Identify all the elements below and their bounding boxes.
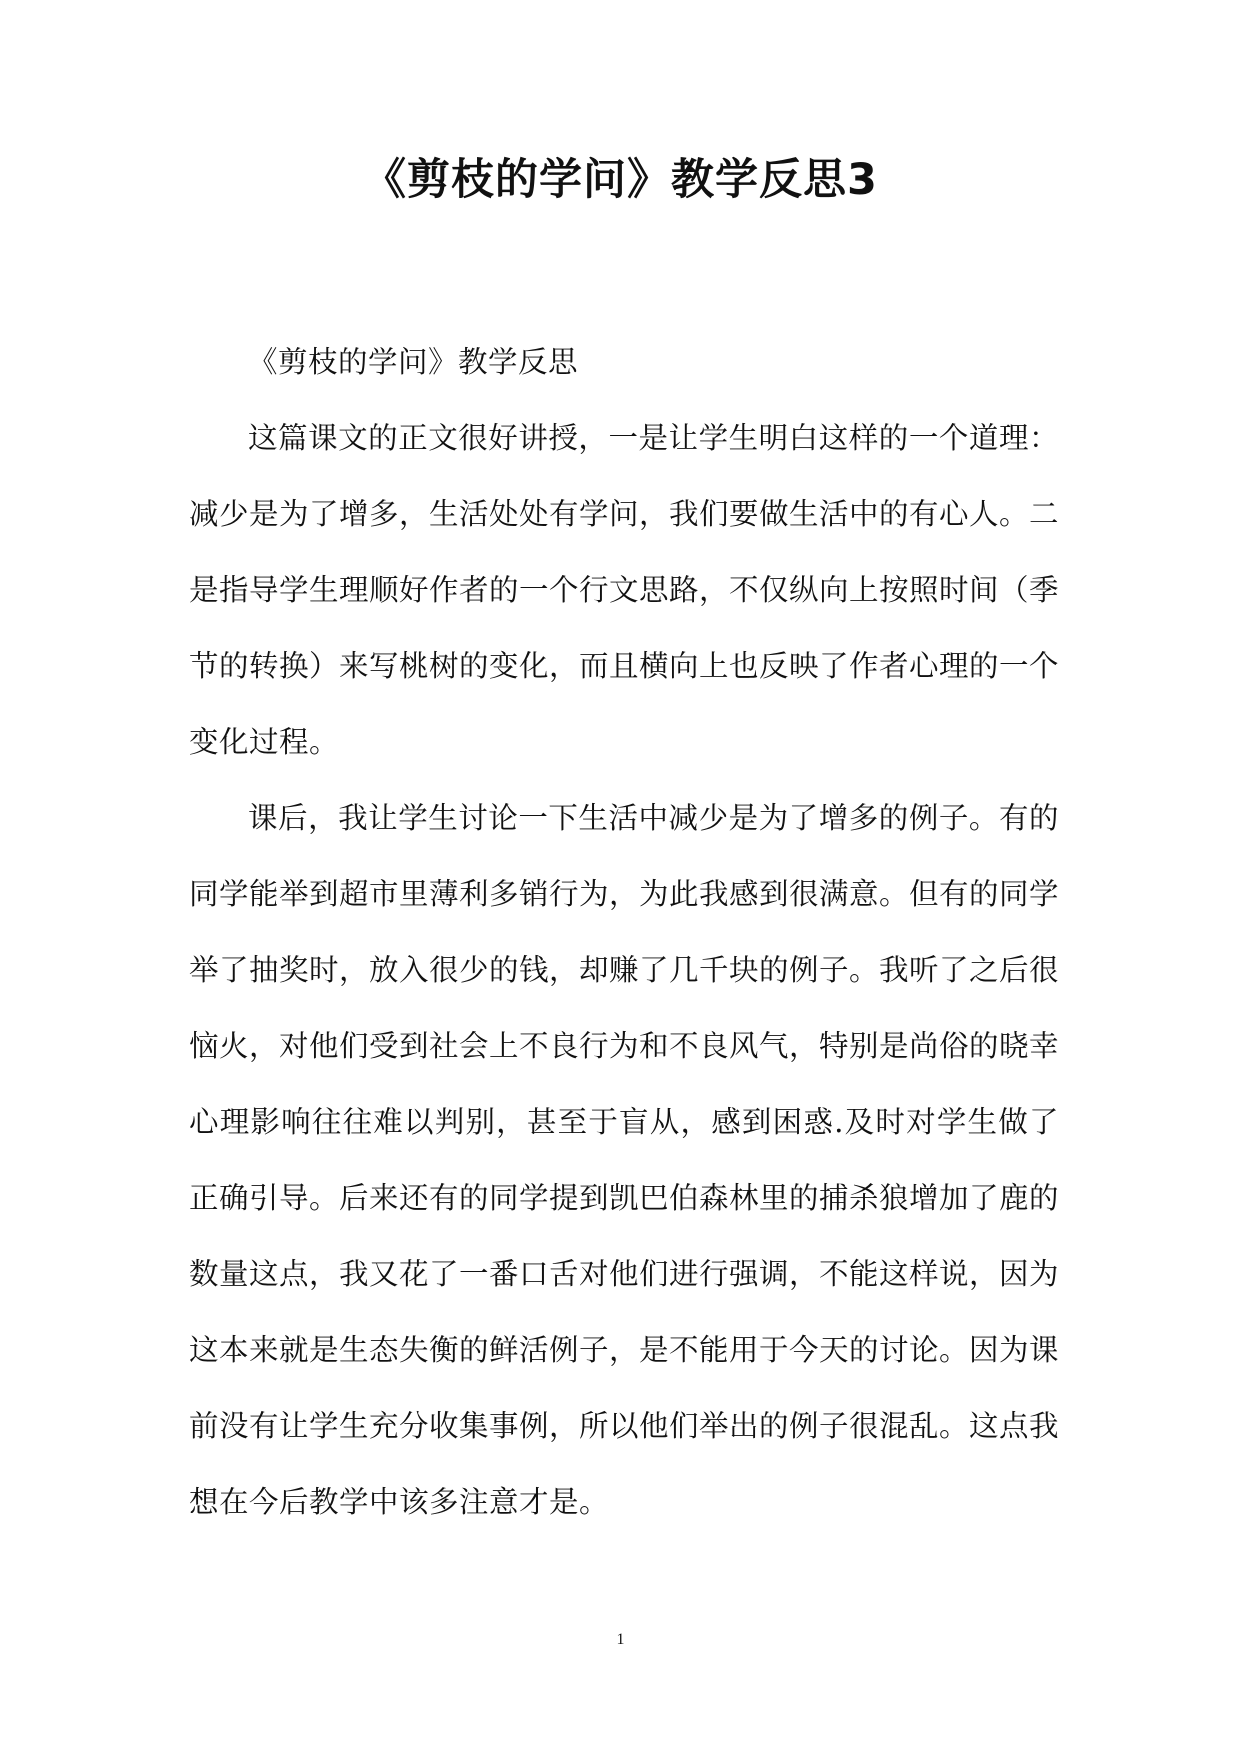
document-title: 《剪枝的学问》教学反思3 bbox=[363, 155, 878, 205]
paragraph-subtitle: 《剪枝的学问》教学反思 bbox=[248, 345, 579, 379]
page-number: 1 bbox=[616, 1631, 625, 1648]
document-body bbox=[189, 324, 1059, 1540]
paragraph-1: 这篇课文的正文很好讲授，一是让学生明白这样的一个道理：减少是为了增多，生活处处有学问，我们要做生活中的有心人。二是指导学生理顺好作者的一个行文思路，不仅纵向上按照时间（季节的转换）来写桃树的变化，而且横向上也反映了作者心理的一个变化过程。 bbox=[189, 421, 1060, 759]
paragraph-2: 课后，我让学生讨论一下生活中减少是为了增多的例子。有的同学能举到超市里薄利多销行为，为此我感到很满意。但有的同学举了抽奖时，放入很少的钱，却赚了几千块的例子。我听了之后很恼火，对他们受到社会上不良行为和不良风气，特别是尚俗的晓幸心理影响往往难以判别，甚至于盲从，感到困惑.及时对学生做了正确引导。后来还有的同学提到凯巴伯森林里的捕杀狼增加了鹿的数量这点，我又花了一番口舌对他们进行强调，不能这样说，因为这本来就是生态失衡的鲜活例子，是不能用于今天的讨论。因为课前没有让学生充分收集事例，所以他们举出的例子很混乱。这点我想在今后教学中该多注意才是。 bbox=[189, 801, 1060, 1519]
